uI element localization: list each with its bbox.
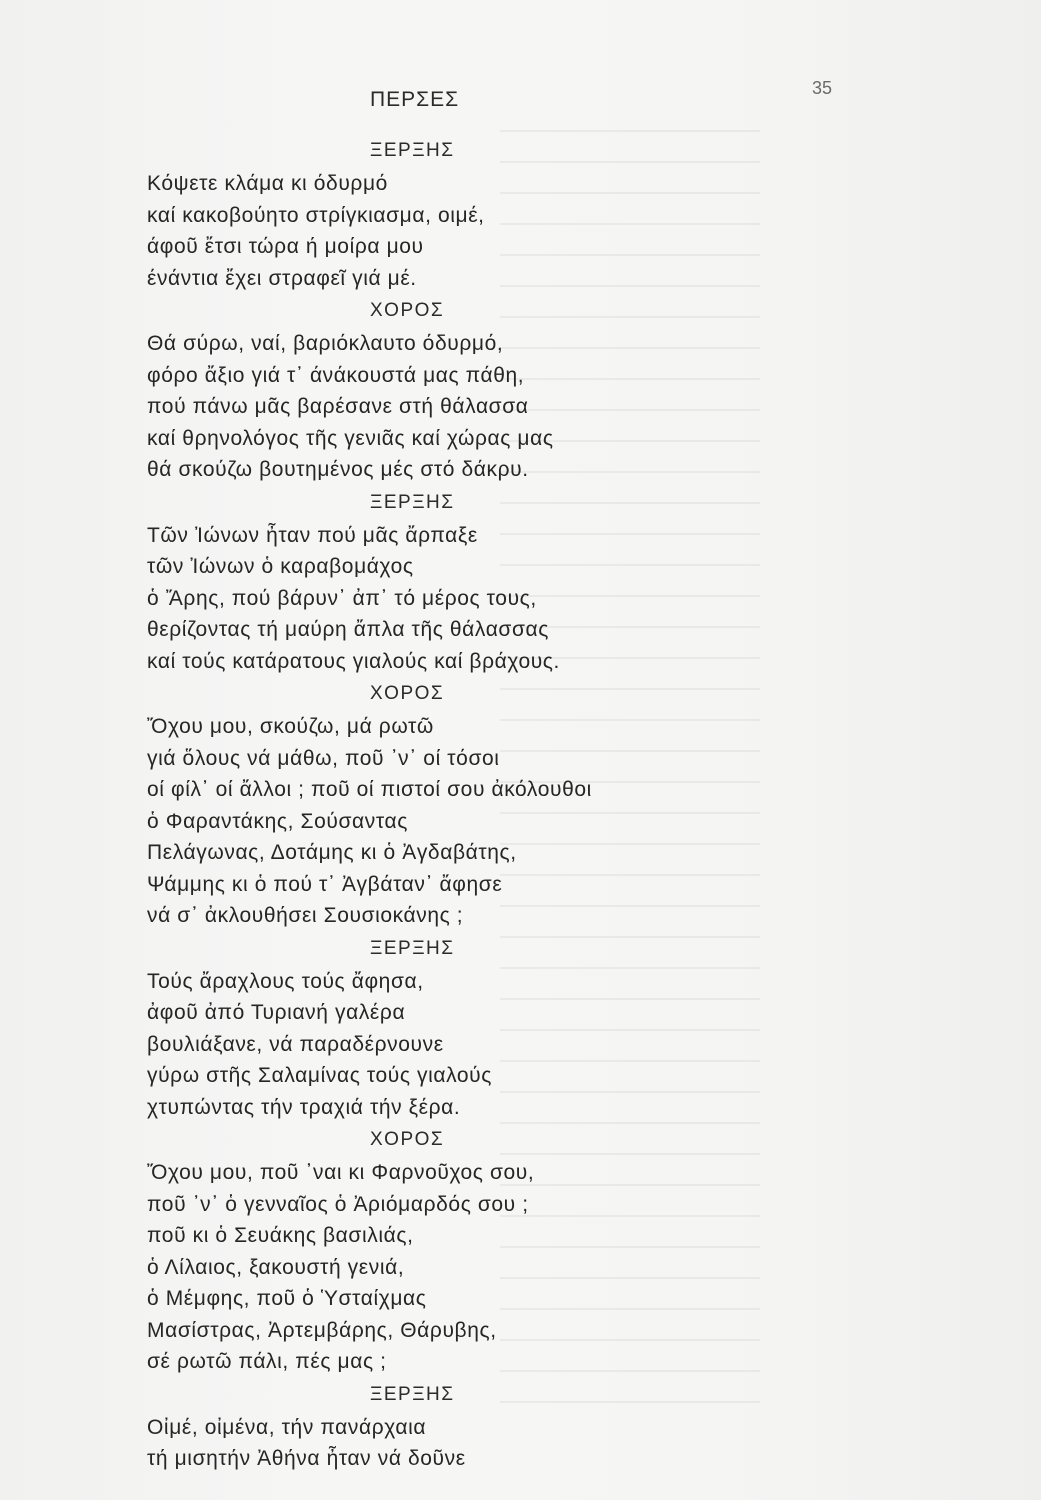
verse-line: Μασίστρας, Ἀρτεμβάρης, Θάρυβης, [147,1318,497,1342]
dialogue-block [147,1123,867,1378]
speaker-name: ΧΟΡΟΣ [370,300,445,321]
dialogue-block [147,134,867,294]
speaker-name: ΞΕΡΞΗΣ [370,1383,455,1405]
verse-line: καί τούς κατάρατους γιαλούς καί βράχους. [147,649,560,673]
dialogue-block [147,486,867,678]
verse-line: Ὄχου μου, σκούζω, μά ρωτῶ [147,715,434,738]
verse-line: Οἰμέ, οἰμένα, τήν πανάρχαια [147,1415,427,1439]
verse-line: άφοῦ ἔτσι τώρα ή μοίρα μου [147,235,424,258]
verse-line: χτυπώντας τήν τραχιά τήν ξέρα. [147,1095,461,1119]
verse-line: Ψάμμης κι ὁ πού τ᾽ Ἀγβάταν᾽ ἄφησε [147,872,503,896]
verse-line: γύρω στῆς Σαλαμίνας τούς γιαλούς [147,1064,492,1087]
verse-line: καί κακοβούητο στρίγκιασμα, οιμέ, [147,203,485,227]
verse-line: ἀφοῦ ἀπό Τυριανή γαλέρα [147,1001,406,1024]
verse-line: ένάντια ἔχει στραφεῖ γιά μέ. [147,266,417,290]
verse-line: Πελάγωνας, Δοτάμης κι ὁ Ἀγδαβάτης, [147,841,517,864]
page-number: 35 [812,78,833,98]
verse-line: ὁ Φαραντάκης, Σούσαντας [147,809,408,833]
dialogue-block [147,1378,867,1475]
verse-line: βουλιάξανε, νά παραδέρνουνε [147,1032,444,1056]
verse-line: θά σκούζω βουτημένος μές στό δάκρυ. [147,458,529,481]
verse-line: Κόψετε κλάμα κι όδυρμό [147,172,388,195]
verse-line: Τούς ἄραχλους τούς ἄφησα, [147,969,424,993]
verse-dialogue [147,134,867,1475]
verse-line: νά σ᾽ ἀκλουθήσει Σουσιοκάνης ; [147,904,464,927]
verse-line: ποῦ ᾽ν᾽ ὁ γενναῖος ὁ Ἀριόμαρδός σου ; [147,1192,529,1216]
dialogue-block [147,294,867,486]
verse-line: Ὄχου μου, ποῦ ᾽ναι κι Φαρνοῦχος σου, [147,1161,535,1184]
verse-line: τῶν Ἰώνων ὁ καραβομάχος [147,555,414,578]
running-title: ΠΕΡΣΕΣ [370,88,460,111]
verse-line: πού πάνω μᾶς βαρέσανε στή θάλασσα [147,395,529,418]
verse-line: θερίζοντας τή μαύρη ἄπλα τῆς θάλασσας [147,618,550,641]
verse-line: καί θρηνολόγος τῆς γενιᾶς καί χώρας μας [147,426,554,450]
verse-line: Τῶν Ἰώνων ἦταν πού μᾶς ἄρπαξε [147,523,478,547]
verse-line: φόρο ἄξιο γιά τ᾽ άνάκουστά μας πάθη, [147,363,525,387]
verse-line: ποῦ κι ὁ Σευάκης βασιλιάς, [147,1224,414,1247]
verse-line: τή μισητήν Ἀθήνα ἦταν νά δοῦνε [147,1447,466,1470]
verse-line: Θά σύρω, ναί, βαριόκλαυτο όδυρμό, [147,332,504,355]
speaker-name: ΞΕΡΞΗΣ [370,491,455,513]
dialogue-block [147,932,867,1124]
verse-line: ὁ Λίλαιος, ξακουστή γενιά, [147,1255,405,1279]
speaker-name: ΧΟΡΟΣ [370,683,445,704]
verse-line: ὁ Ἄρης, πού βάρυν᾽ ἀπ᾽ τό μέρος τους, [147,586,537,610]
verse-line: οί φίλ᾽ οί ἄλλοι ; ποῦ οί πιστοί σου ἀκόλουθοι [147,778,592,801]
verse-line: σέ ρωτῶ πάλι, πές μας ; [147,1350,387,1373]
speaker-name: ΞΕΡΞΗΣ [370,937,455,959]
dialogue-block [147,677,867,932]
verse-line: γιά ὅλους νά μάθω, ποῦ ᾽ν᾽ οί τόσοι [147,746,500,770]
verse-line: ὁ Μέμφης, ποῦ ὁ Ὑσταίχμας [147,1287,427,1310]
speaker-name: ΧΟΡΟΣ [370,1129,445,1150]
speaker-name: ΞΕΡΞΗΣ [370,140,455,161]
